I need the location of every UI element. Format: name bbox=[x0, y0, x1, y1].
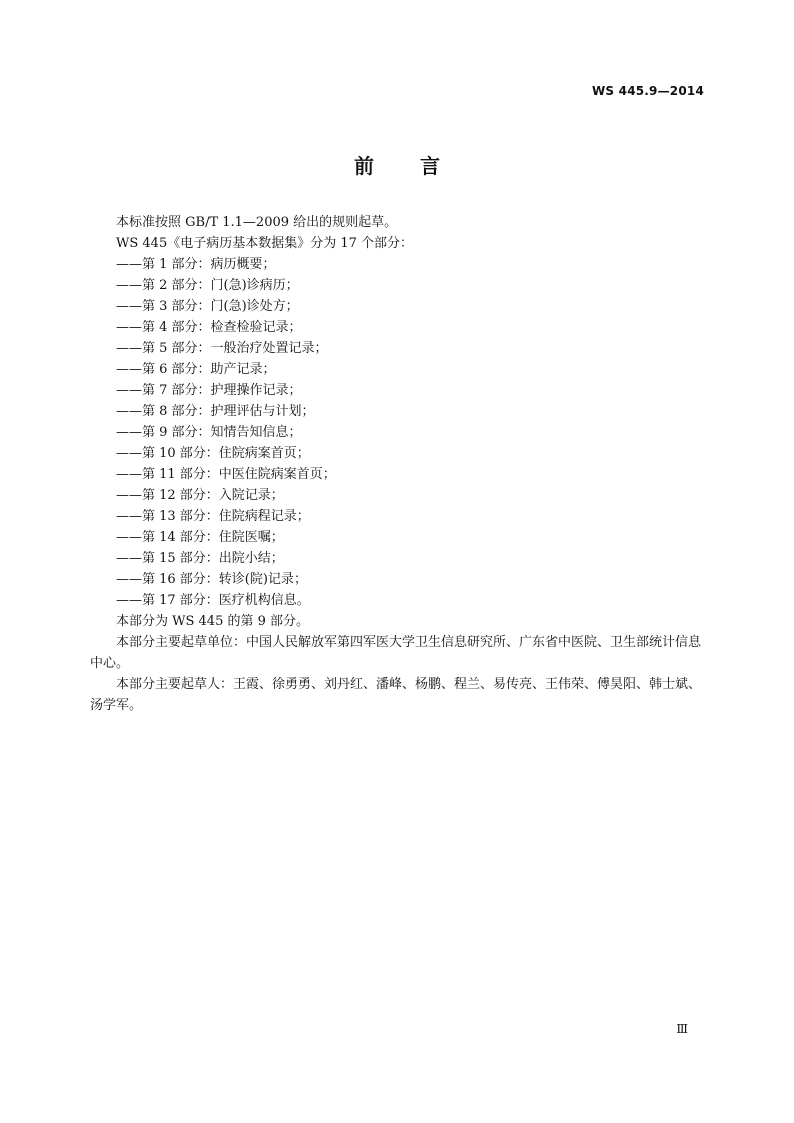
list-item: ——第 4 部分：检查检验记录； bbox=[116, 320, 302, 335]
list-item: ——第 9 部分：知情告知信息； bbox=[116, 425, 302, 440]
page-number: Ⅲ bbox=[676, 1022, 688, 1036]
list-item: ——第 1 部分：病历概要； bbox=[116, 257, 276, 272]
drafting-units-paragraph: 本部分主要起草单位：中国人民解放军第四军医大学卫生信息研究所、广东省中医院、卫生部统计信息中心。 bbox=[90, 635, 702, 671]
list-item: ——第 5 部分：一般治疗处置记录； bbox=[116, 341, 328, 356]
list-item: ——第 17 部分：医疗机构信息。 bbox=[116, 593, 310, 608]
list-item: ——第 7 部分：护理操作记录； bbox=[116, 383, 302, 398]
list-item: ——第 15 部分：出院小结； bbox=[116, 551, 284, 566]
list-item: ——第 2 部分：门(急)诊病历； bbox=[116, 278, 299, 293]
list-item: ——第 14 部分：住院医嘱； bbox=[116, 530, 284, 545]
parts-intro-paragraph: WS 445《电子病历基本数据集》分为 17 个部分： bbox=[116, 236, 414, 251]
foreword-body bbox=[90, 212, 706, 716]
list-item: ——第 6 部分：助产记录； bbox=[116, 362, 276, 377]
page-title: 前言 bbox=[354, 154, 486, 178]
list-item: ——第 8 部分：护理评估与计划； bbox=[116, 404, 315, 419]
list-item: ——第 12 部分：入院记录； bbox=[116, 488, 284, 503]
basis-paragraph: 本标准按照 GB/T 1.1—2009 给出的规则起草。 bbox=[116, 215, 398, 230]
this-part-paragraph: 本部分为 WS 445 的第 9 部分。 bbox=[116, 614, 310, 629]
list-item: ——第 13 部分：住院病程记录； bbox=[116, 509, 310, 524]
list-item: ——第 3 部分：门(急)诊处方； bbox=[116, 299, 299, 314]
standard-code: WS 445.9—2014 bbox=[591, 84, 704, 98]
list-item: ——第 10 部分：住院病案首页； bbox=[116, 446, 310, 461]
drafters-paragraph: 本部分主要起草人：王霞、徐勇勇、刘丹红、潘峰、杨鹏、程兰、易传亮、王伟荣、傅昊阳、韩士斌、汤学军。 bbox=[90, 677, 702, 713]
list-item: ——第 16 部分：转诊(院)记录； bbox=[116, 572, 307, 587]
list-item: ——第 11 部分：中医住院病案首页； bbox=[116, 467, 336, 482]
